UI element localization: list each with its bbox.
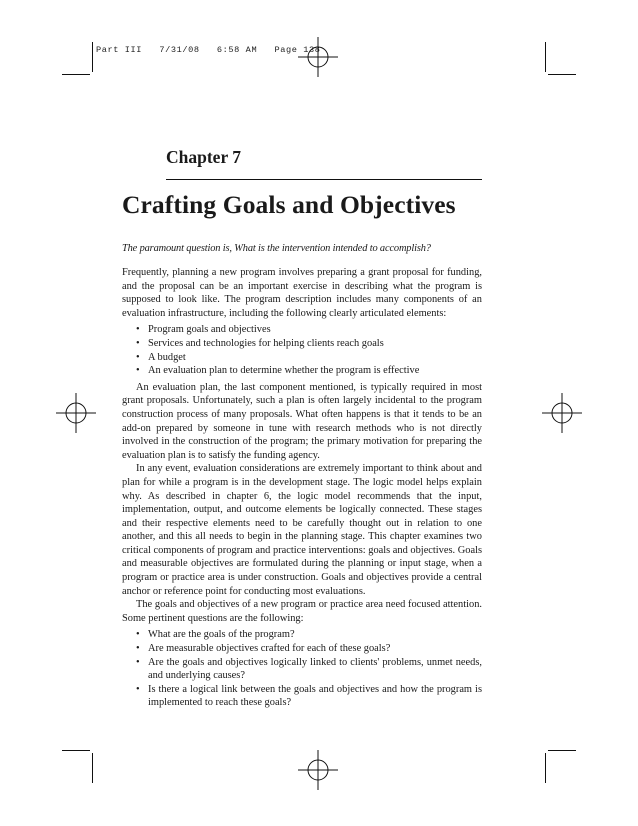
registration-mark-icon bbox=[56, 393, 96, 433]
bullet-icon: • bbox=[136, 337, 140, 349]
list-item: • Are the goals and objectives logically linked to clients' problems, unmet needs, and underlying causes? bbox=[136, 656, 482, 682]
crop-mark-icon bbox=[92, 42, 93, 72]
list-item: • Program goals and objectives bbox=[136, 324, 271, 336]
paragraph: In any event, evaluation considerations are extremely important to think about and plan for while a program is in the development stage. The logic model helps explain why. As described in chapter 6, the logic model recommends that the input, implementation, output, and outcome elements be logically connected. These stages and their respective elements need to be carefully thought out in relation to one another, and this all needs to begin in the planning stage. This chapter examines two critical components of program and practice interventions: goals and objectives. Goals and measurable objectives are formulated during the planning or input stage, when a program or practice area is under construction. Goals and objectives provide a central anchor or reference point for conducting most evaluations. bbox=[122, 463, 482, 597]
list-item: • What are the goals of the program? bbox=[136, 629, 295, 641]
chapter-title: Crafting Goals and Objectives bbox=[122, 190, 456, 219]
crop-mark-icon bbox=[92, 753, 93, 783]
crop-mark-icon bbox=[548, 74, 576, 75]
printer-slug: Part III 7/31/08 6:58 AM Page 138 bbox=[96, 45, 321, 55]
chapter-rule bbox=[166, 179, 482, 180]
registration-mark-icon bbox=[298, 750, 338, 790]
bullet-icon: • bbox=[136, 365, 140, 377]
list-item: • Is there a logical link between the goals and objectives and how the program is implemented to reach these goals? bbox=[136, 683, 482, 709]
bullet-icon: • bbox=[136, 629, 140, 641]
bullet-list-questions bbox=[122, 628, 482, 710]
list-item: • Are measurable objectives crafted for each of these goals? bbox=[136, 643, 391, 655]
bullet-icon: • bbox=[136, 656, 140, 668]
registration-mark-icon bbox=[542, 393, 582, 433]
chapter-label: Chapter 7 bbox=[166, 147, 242, 167]
crop-mark-icon bbox=[548, 750, 576, 751]
paragraph: The goals and objectives of a new program or practice area need focused attention. Some pertinent questions are the following: bbox=[122, 599, 482, 624]
registration-mark-icon bbox=[298, 37, 338, 77]
list-item: • A budget bbox=[136, 351, 186, 363]
bullet-icon: • bbox=[136, 683, 140, 695]
bullet-list-components bbox=[122, 323, 482, 377]
bullet-icon: • bbox=[136, 351, 140, 363]
crop-mark-icon bbox=[545, 753, 546, 783]
paragraph: An evaluation plan, the last component mentioned, is typically required in most grant proposals. Unfortunately, such a plan is often largely incidental to the program construction process of many proposals. What often happens is that it tends to be an add-on prepared by someone in tune with research methods who is not directly involved in the construction of the program; the primary motivation for preparing the evaluation plan is to satisfy the funding agency. bbox=[122, 381, 482, 461]
crop-mark-icon bbox=[545, 42, 546, 72]
crop-mark-icon bbox=[62, 750, 90, 751]
paragraph: Frequently, planning a new program involves preparing a grant proposal for funding, and the proposal can be an important exercise in describing what the program is supposed to look like. The program description includes many components of an evaluation infrastructure, including the following clearly articulated elements: bbox=[122, 267, 482, 319]
epigraph: The paramount question is, What is the intervention intended to accomplish? bbox=[122, 243, 431, 254]
list-item: • An evaluation plan to determine whether the program is effective bbox=[136, 365, 420, 377]
body-text bbox=[122, 266, 482, 710]
page-content bbox=[122, 145, 482, 713]
bullet-icon: • bbox=[136, 324, 140, 336]
list-item: • Services and technologies for helping clients reach goals bbox=[136, 337, 384, 349]
crop-mark-icon bbox=[62, 74, 90, 75]
bullet-icon: • bbox=[136, 643, 140, 655]
